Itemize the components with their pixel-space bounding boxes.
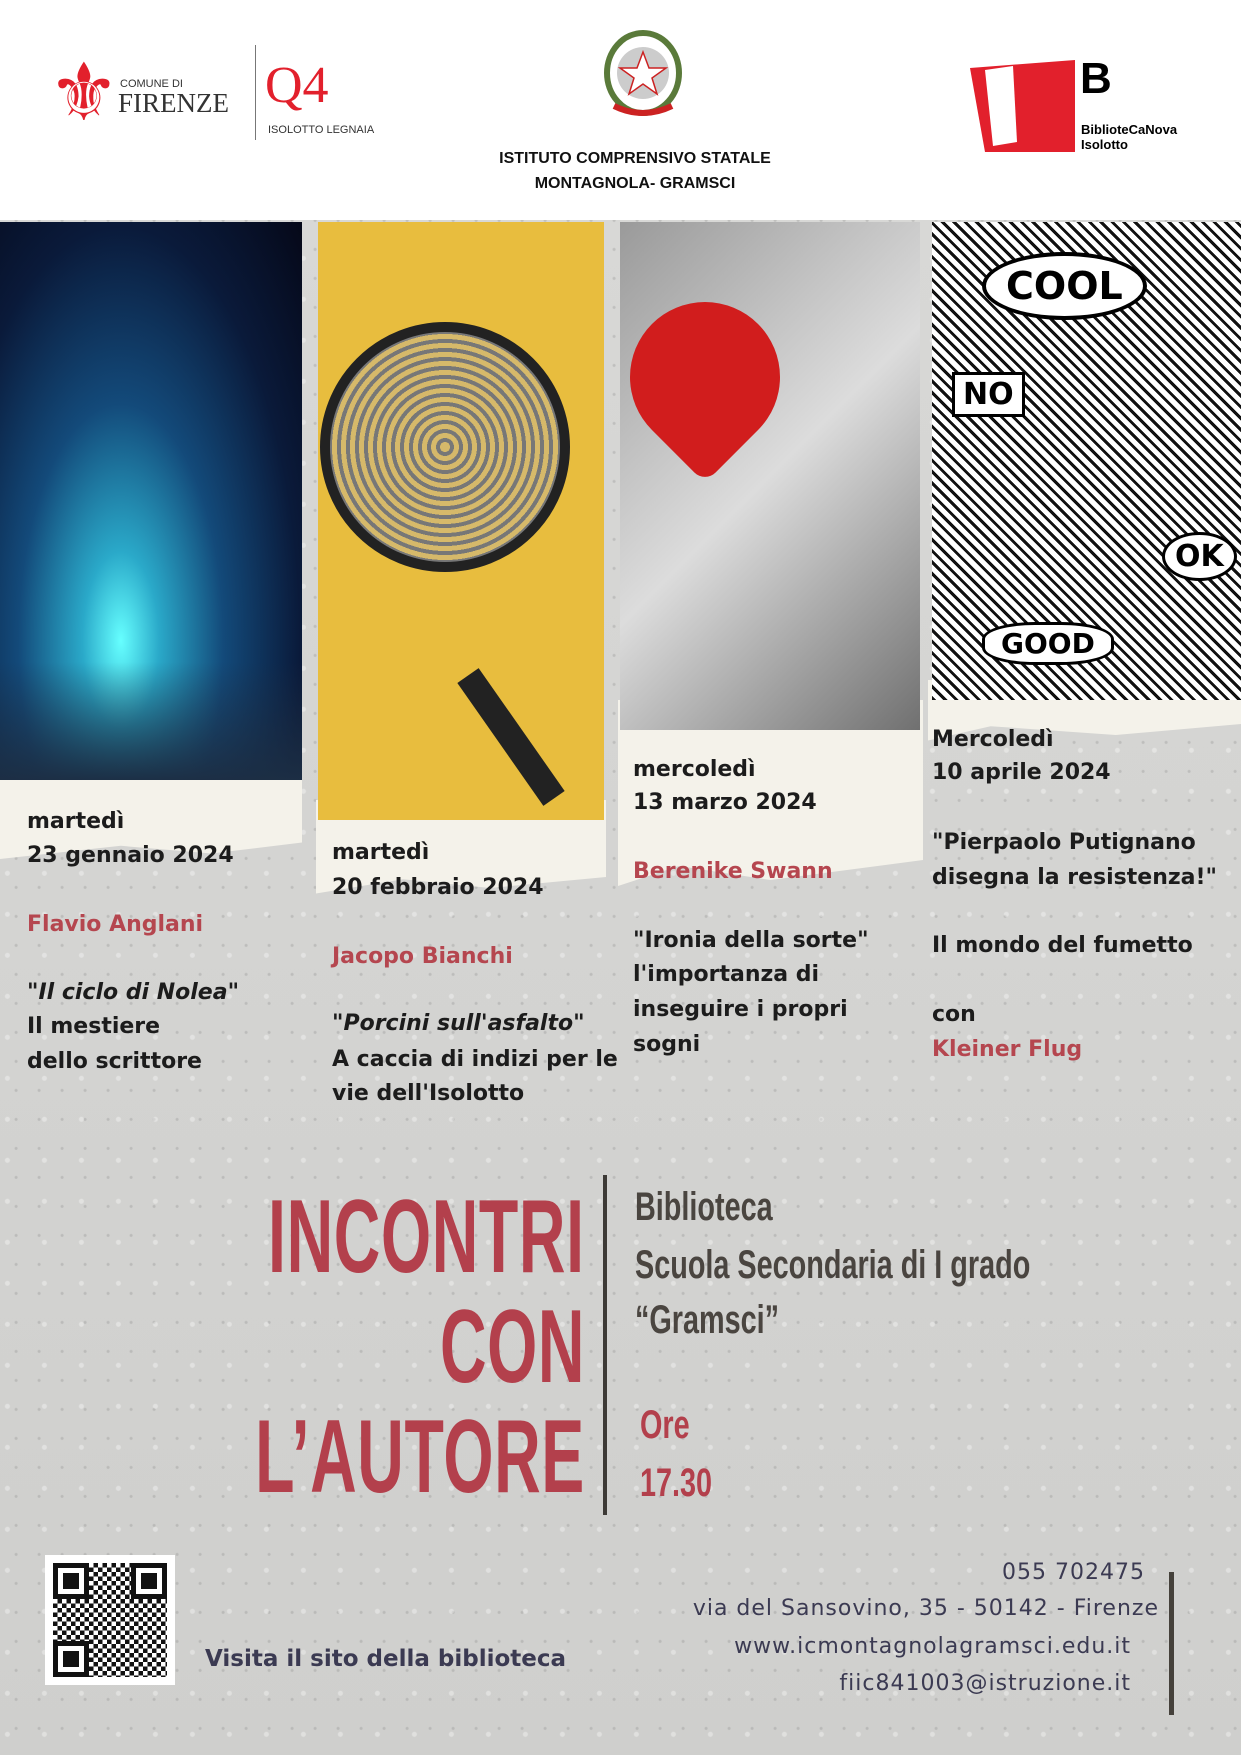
heart-hands-image <box>620 222 920 730</box>
library-logo-letter: B <box>1080 54 1112 103</box>
event-desc: l'importanza di <box>633 962 820 987</box>
event-author: Berenike Swann <box>633 859 833 884</box>
venue-line1: Biblioteca <box>635 1185 773 1229</box>
comic-word-good: GOOD <box>982 622 1114 665</box>
event-desc: Il mestiere <box>27 1014 161 1039</box>
event-author: Jacopo Bianchi <box>332 944 513 969</box>
qr-code[interactable] <box>45 1555 175 1685</box>
fantasy-book-image <box>0 222 302 780</box>
contact-website[interactable]: www.icmontagnolagramsci.edu.it <box>734 1634 1131 1659</box>
event-desc: Il mondo del fumetto <box>932 933 1193 958</box>
magnifier-fingerprint-image <box>318 222 604 820</box>
time-label: Ore <box>640 1403 690 1447</box>
title-line2: CON <box>439 1289 585 1405</box>
event-author: Flavio Anglani <box>27 912 204 937</box>
event-date: 23 gennaio 2024 <box>27 843 234 868</box>
venue-line3: “Gramsci” <box>635 1298 780 1342</box>
contact-phone: 055 702475 <box>1002 1560 1145 1585</box>
event-desc: dello scrittore <box>27 1049 202 1074</box>
q4-subtitle: ISOLOTTO LEGNAIA <box>268 124 375 136</box>
title-line1: INCONTRI <box>268 1179 585 1295</box>
library-logo-line1: BiblioteCaNova <box>1081 122 1178 137</box>
emblem-icon <box>600 28 686 123</box>
contact-email[interactable]: fiic841003@istruzione.it <box>839 1671 1131 1696</box>
event-title: "Porcini sull'asfalto" <box>332 1011 585 1036</box>
school-name-line2: MONTAGNOLA- GRAMSCI <box>534 175 736 192</box>
qr-caption: Visita il sito della biblioteca <box>205 1646 567 1672</box>
comic-word-no: NO <box>952 372 1025 417</box>
event-desc: "Pierpaolo Putignano <box>932 830 1196 855</box>
title-divider <box>603 1175 607 1515</box>
contact-address: via del Sansovino, 35 - 50142 - Firenze <box>692 1596 1159 1621</box>
event-desc: A caccia di indizi per le <box>332 1047 618 1072</box>
event-date: 13 marzo 2024 <box>633 790 817 815</box>
venue-line2: Scuola Secondaria di I grado <box>635 1243 1031 1287</box>
library-logo-line2: Isolotto <box>1081 137 1128 152</box>
contact-divider <box>1169 1572 1174 1715</box>
event-day: martedì <box>332 840 430 865</box>
event-desc: disegna la resistenza!" <box>932 865 1218 890</box>
time-value: 17.30 <box>640 1461 713 1505</box>
q4-logo: Q4 <box>265 57 329 114</box>
firenze-lily-icon: ⚜ <box>48 46 120 139</box>
title-line3: L’AUTORE <box>255 1399 585 1515</box>
logo-divider <box>255 45 256 140</box>
event-day: Mercoledì <box>932 727 1054 752</box>
library-book-icon <box>965 60 1075 152</box>
comic-word-cool: COOL <box>982 252 1147 320</box>
event-day: mercoledì <box>633 757 756 782</box>
event-day: martedì <box>27 809 125 834</box>
event-desc: "Ironia della sorte" <box>633 928 869 953</box>
event-author: Kleiner Flug <box>932 1037 1083 1062</box>
event-desc: con <box>932 1002 976 1027</box>
school-name-line1: ISTITUTO COMPRENSIVO STATALE <box>499 150 771 167</box>
event-date: 10 aprile 2024 <box>932 760 1111 785</box>
event-desc: sogni <box>633 1032 701 1057</box>
header <box>0 0 1241 220</box>
event-desc: vie dell'Isolotto <box>332 1081 525 1106</box>
firenze-logo-line1: COMUNE DI <box>120 78 183 90</box>
comic-word-ok: OK <box>1162 532 1237 581</box>
event-desc: inseguire i propri <box>633 997 848 1022</box>
comic-words-image <box>932 222 1241 700</box>
firenze-logo-line2: FIRENZE <box>118 88 229 118</box>
event-title: "Il ciclo di Nolea" <box>27 980 240 1005</box>
event-date: 20 febbraio 2024 <box>332 875 544 900</box>
